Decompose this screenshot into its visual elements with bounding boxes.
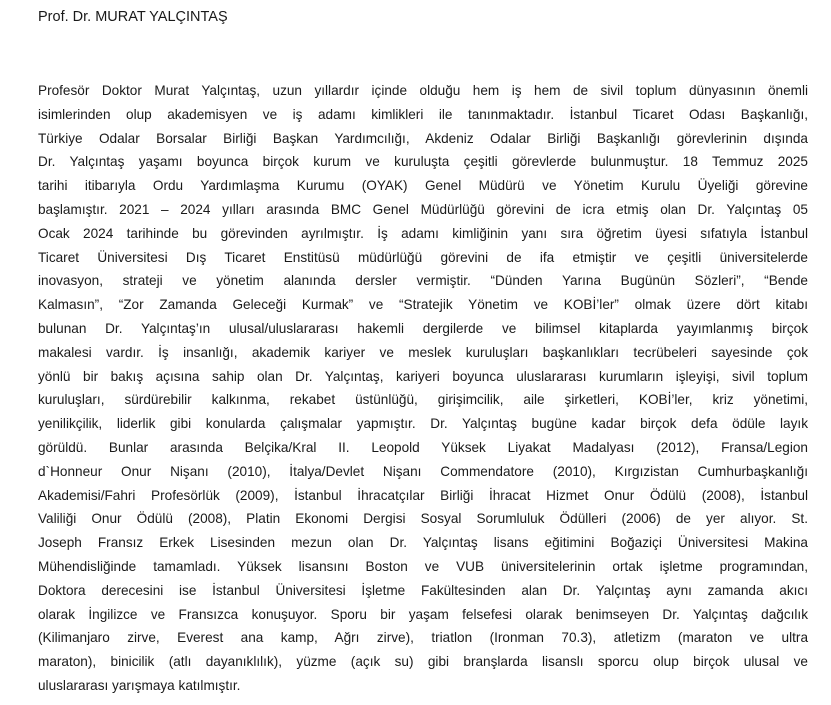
paragraph-line: yenilikçilik, liderlik gibi konularda çalışmalar yapmıştır. Dr. Yalçıntaş bugüne kadar birçok defa ödüle layık [38,416,808,432]
paragraph-line: Ocak 2024 tarihinde bu görevinden ayrılmıştır. İş adamı kimliğinin yanı sıra öğretim üyesi sıfatıyla İstanbul [38,225,808,241]
paragraph-line: bulunan Dr. Yalçıntaş’ın ulusal/uluslararası hakemli dergilerde ve bilimsel kitaplarda yayımlanmış birçok [38,320,808,336]
paragraph-line: Akademisi/Fahri Profesörlük (2009), İstanbul İhracatçılar Birliği İhracat Hizmet Onur Ödülü (2008), İstanbul [38,487,808,503]
paragraph-line: inovasyon, strateji ve yönetim alanında dersler vermiştir. “Dünden Yarına Bugünün Sözleri”, “Bende [38,273,808,289]
paragraph-line: Mühendisliğinde tamamladı. Yüksek lisansını Boston ve VUB üniversitelerinin ortak işletme programından, [38,558,808,574]
paragraph-line: kuruluşları, sürdürebilir kalkınma, rekabet üstünlüğü, girişimcilik, aile şirketleri, KOBİ’ler, kriz yönetimi, [38,392,808,408]
paragraph-line: Joseph Fransız Erkek Lisesinden mezun olan Dr. Yalçıntaş lisans eğitimini Boğaziçi Üniversitesi Makina [38,535,808,551]
document-title: Prof. Dr. MURAT YALÇINTAŞ [38,9,228,25]
paragraph-line: d`Honneur Onur Nişanı (2010), İtalya/Devlet Nişanı Commendatore (2010), Kırgızistan Cumhurbaşkanlığı [38,463,808,479]
paragraph-line: Kalmasın”, “Zor Zamanda Geleceği Kurmak” ve “Stratejik Yönetim ve KOBİ’ler” olmak üzere dört kitabı [38,297,808,313]
paragraph-line: isimlerinden olup akademisyen ve iş adamı kimlikleri ile tanınmaktadır. İstanbul Ticaret Odası Başkanlığı, [38,106,808,122]
biography-paragraph [38,79,808,698]
paragraph-line: Ticaret Üniversitesi Dış Ticaret Enstitüsü müdürlüğü görevini de ifa etmiştir ve çeşitli üniversitelerde [38,249,808,265]
paragraph-line: Doktora derecesini ise İstanbul Üniversitesi İşletme Fakültesinden alan Dr. Yalçıntaş aynı zamanda akıcı [38,582,808,598]
paragraph-line: olarak İngilizce ve Fransızca konuşuyor. Sporu bir yaşam felsefesi olarak benimseyen Dr. Yalçıntaş dağcılık [38,606,808,622]
paragraph-line: (Kilimanjaro zirve, Everest ana kamp, Ağrı zirve), triatlon (Ironman 70.3), atletizm (maraton ve ultra [38,630,808,646]
paragraph-line: uluslararası yarışmaya katılmıştır. [38,677,241,693]
paragraph-line: Türkiye Odalar Borsalar Birliği Başkan Yardımcılığı, Akdeniz Odalar Birliği Başkanlığı görevlerinin dışında [38,130,808,146]
paragraph-line: tarihi itibarıyla Ordu Yardımlaşma Kurumu (OYAK) Genel Müdürü ve Yönetim Kurulu Üyeliği görevine [38,178,808,194]
paragraph-line: Profesör Doktor Murat Yalçıntaş, uzun yıllardır içinde olduğu hem iş hem de sivil toplum dünyasının önemli [38,83,808,98]
paragraph-line: başlamıştır. 2021 – 2024 yılları arasında BMC Genel Müdürlüğü görevini de icra etmiş olan Dr. Yalçıntaş 05 [38,201,808,217]
paragraph-line: Dr. Yalçıntaş yaşamı boyunca birçok kurum ve kuruluşta çeşitli görevlerde bulunmuştur. 18 Temmuz 2025 [38,154,808,170]
paragraph-line: maraton), binicilik (atlı dayanıklılık), yüzme (açık su) gibi branşlarda lisanslı sporcu olup birçok ulusal ve [38,654,808,670]
paragraph-line: makalesi vardır. İş insanlığı, akademik kariyer ve meslek kuruluşları başkanlıkları tecrübeleri sayesinde çok [38,344,808,360]
paragraph-line: Valiliği Onur Ödülü (2008), Platin Ekonomi Dergisi Sosyal Sorumluluk Ödülleri (2006) de yer alıyor. St. [38,511,808,527]
paragraph-line: yönlü bir bakış açısına sahip olan Dr. Yalçıntaş, kariyeri boyunca uluslararası kurumların işleyişi, sivil toplum [38,368,808,384]
paragraph-line: görüldü. Bunlar arasında Belçika/Kral II. Leopold Yüksek Liyakat Madalyası (2012), Fransa/Legion [38,439,808,455]
